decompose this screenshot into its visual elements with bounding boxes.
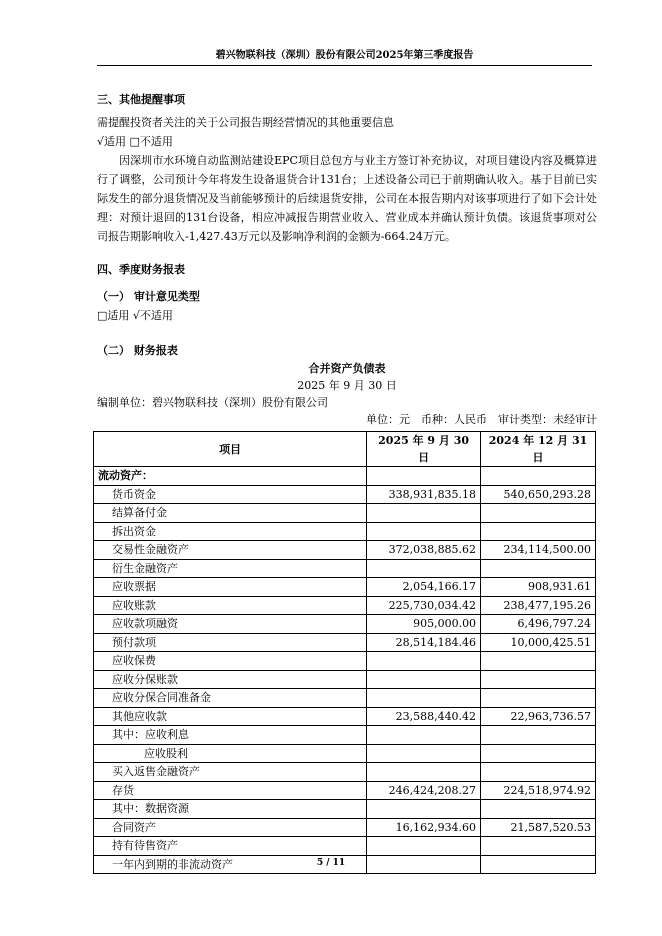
table-row: [94, 504, 596, 523]
row-item: 货币资金: [94, 485, 367, 504]
row-item: 衍生金融资产: [94, 559, 367, 578]
row-value-current: 372,038,885.62: [367, 541, 481, 560]
column-header-item: 项目: [94, 432, 367, 467]
row-value-current: [367, 522, 481, 541]
row-value-current: [367, 652, 481, 671]
table-row: [94, 615, 596, 634]
row-value-prior: 10,000,425.51: [481, 633, 596, 652]
table-row: [94, 652, 596, 671]
row-value-prior: [481, 763, 596, 782]
table-row: [94, 744, 596, 763]
section-3-intro: 需提醒投资者关注的关于公司报告期经营情况的其他重要信息: [97, 116, 394, 129]
column-header-current: 2025 年 9 月 30 日: [367, 432, 481, 467]
row-item: 应收票据: [94, 578, 367, 597]
table-row: [94, 596, 596, 615]
row-item: 其中：应收利息: [94, 726, 367, 745]
row-item: 拆出资金: [94, 522, 367, 541]
audit-opinion-option: □适用 √不适用: [97, 309, 173, 322]
row-value-current: [367, 559, 481, 578]
compiler-line: 编制单位：碧兴物联科技（深圳）股份有限公司: [97, 396, 328, 409]
row-value-current: [367, 837, 481, 856]
row-item: 结算备付金: [94, 504, 367, 523]
table-row: [94, 485, 596, 504]
row-value-current: 2,054,166.17: [367, 578, 481, 597]
report-body: [97, 90, 597, 428]
row-value-prior: [481, 689, 596, 708]
section-row: [94, 467, 596, 486]
row-value-prior: [481, 744, 596, 763]
row-item: 一年内到期的非流动资产: [94, 855, 367, 874]
row-value-current: [367, 726, 481, 745]
table-row: [94, 559, 596, 578]
balance-sheet-title: 合并资产负债表: [308, 362, 386, 375]
balance-sheet-table: [93, 431, 596, 874]
row-item: 交易性金融资产: [94, 541, 367, 560]
row-value-prior: 908,931.61: [481, 578, 596, 597]
row-item: 买入返售金融资产: [94, 763, 367, 782]
row-value-current: [367, 504, 481, 523]
row-value-prior: 234,114,500.00: [481, 541, 596, 560]
report-header: 碧兴物联科技（深圳）股份有限公司2025年第三季度报告: [97, 46, 592, 66]
row-value-prior: [481, 726, 596, 745]
row-value-prior: [481, 522, 596, 541]
row-item: 持有待售资产: [94, 837, 367, 856]
row-value-current: 23,588,440.42: [367, 707, 481, 726]
row-item: 合同资产: [94, 818, 367, 837]
audit-opinion-heading: （一） 审计意见类型: [97, 290, 200, 303]
table-row: [94, 781, 596, 800]
table-row: [94, 633, 596, 652]
table-row: [94, 837, 596, 856]
row-value-prior: [481, 504, 596, 523]
row-item: 应收保费: [94, 652, 367, 671]
table-row: [94, 670, 596, 689]
row-value-prior: [481, 800, 596, 819]
row-value-prior: 238,477,195.26: [481, 596, 596, 615]
section-3-heading: 三、其他提醒事项: [97, 93, 185, 106]
row-value-current: 28,514,184.46: [367, 633, 481, 652]
section-3-option: √适用 □不适用: [97, 135, 173, 148]
row-item: 其他应收款: [94, 707, 367, 726]
units-line: 单位：元 币种：人民币 审计类型：未经审计: [366, 413, 597, 426]
row-value-prior: 21,587,520.53: [481, 818, 596, 837]
row-value-current: 338,931,835.18: [367, 485, 481, 504]
section-label: 流动资产：: [94, 467, 367, 486]
financial-statements-heading: （二） 财务报表: [97, 344, 178, 357]
row-item: 应收分保账款: [94, 670, 367, 689]
table-row: [94, 522, 596, 541]
page-number: 5 / 11: [316, 858, 346, 868]
row-value-current: [367, 800, 481, 819]
row-value-current: 246,424,208.27: [367, 781, 481, 800]
row-value-prior: 22,963,736.57: [481, 707, 596, 726]
row-value-prior: 540,650,293.28: [481, 485, 596, 504]
row-item: 应收账款: [94, 596, 367, 615]
table-row: [94, 726, 596, 745]
row-value-current: [367, 763, 481, 782]
table-row: [94, 541, 596, 560]
row-value-prior: [481, 559, 596, 578]
row-item: 存货: [94, 781, 367, 800]
table-row: [94, 763, 596, 782]
row-value-current: 905,000.00: [367, 615, 481, 634]
row-value-prior: [481, 652, 596, 671]
row-value-current: 16,162,934.60: [367, 818, 481, 837]
table-row: [94, 707, 596, 726]
row-value-prior: [481, 837, 596, 856]
row-value-current: 225,730,034.42: [367, 596, 481, 615]
row-value-prior: 6,496,797.24: [481, 615, 596, 634]
section-4-heading: 四、季度财务报表: [97, 263, 185, 276]
row-value-prior: [481, 670, 596, 689]
row-value-prior: 224,518,974.92: [481, 781, 596, 800]
row-value-current: [367, 689, 481, 708]
column-header-prior: 2024 年 12 月 31 日: [481, 432, 596, 467]
table-row: [94, 818, 596, 837]
row-value-current: [367, 744, 481, 763]
table-header-row: [94, 432, 596, 467]
balance-sheet-date: 2025 年 9 月 30 日: [297, 379, 397, 392]
table-row: [94, 689, 596, 708]
table-row: [94, 578, 596, 597]
row-value-current: [367, 670, 481, 689]
row-item: 应收分保合同准备金: [94, 689, 367, 708]
section-3-paragraph: 因深圳市水环境自动监测站建设EPC项目总包方与业主方签订补充协议，对项目建设内容及概算进行了调整，公司预计今年将发生设备退货合计131台；上述设备公司已于前期确认收入。基于目前已实际发生的部分退货情况及当前能够预计的后续退货安排，公司在本报告期内对该事项进行了如下会计处理：对预计退回的131台设备，相应冲减报告期营业收入、营业成本并确认预计负债。该退货事项对公司报告期影响收入-1,427.43万元以及影响净利润的金额为-664.24万元。: [97, 154, 597, 243]
table-row: [94, 800, 596, 819]
row-item: 应收款项融资: [94, 615, 367, 634]
row-item: 其中：数据资源: [94, 800, 367, 819]
row-item: 应收股利: [94, 744, 367, 763]
row-item: 预付款项: [94, 633, 367, 652]
